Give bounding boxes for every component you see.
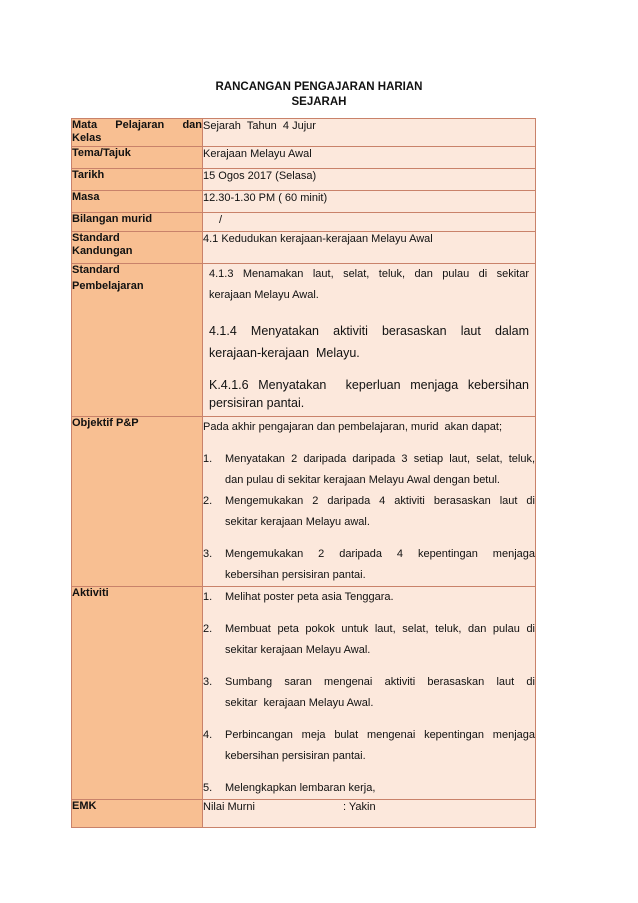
sp-item-3-line1: K.4.1.6 Menyatakan keperluan menjaga kebersihan: [209, 378, 529, 392]
objektif-item-3: [203, 544, 535, 586]
label-mata-pelajaran-line1: Mata Pelajaran dan: [72, 119, 202, 131]
objektif-item-1-line2: dan pulau di sekitar kerajaan Melayu Awal dengan betul.: [225, 474, 500, 486]
objektif-item-3-num: 3.: [203, 548, 213, 560]
row-mata-pelajaran: [72, 119, 536, 147]
title-line-1: RANCANGAN PENGAJARAN HARIAN: [215, 81, 423, 93]
aktiviti-item-4: [203, 725, 535, 767]
bilangan-murid-value: /: [219, 214, 223, 226]
sp-item-2-line2: kerajaan-kerajaan Melayu.: [209, 346, 360, 360]
row-objektif: [72, 417, 536, 587]
aktiviti-item-5-num: 5.: [203, 782, 213, 794]
objektif-item-2-line1: Mengemukakan 2 daripada 4 aktiviti berasaskan laut di: [225, 495, 535, 507]
value-standard-pembelajaran: [203, 264, 536, 417]
aktiviti-item-2-num: 2.: [203, 623, 213, 635]
label-standard-pembelajaran-line2: Pembelajaran: [72, 280, 144, 292]
row-standard-kandungan: [72, 232, 536, 264]
label-aktiviti: Aktiviti: [72, 587, 203, 800]
objektif-item-3-line2: kebersihan persisiran pantai.: [225, 569, 366, 581]
value-tarikh: 15 Ogos 2017 (Selasa): [203, 169, 536, 191]
sp-item-2: [209, 320, 529, 364]
sp-item-1: [209, 264, 529, 306]
label-standard-kandungan-line2: Kandungan: [72, 245, 133, 257]
label-tarikh: Tarikh: [72, 169, 203, 191]
label-standard-pembelajaran-line1: Standard: [72, 264, 120, 276]
emk-nilai-label: Nilai Murni: [203, 801, 255, 813]
objektif-item-1-num: 1.: [203, 453, 213, 465]
row-tarikh: [72, 169, 536, 191]
row-masa: [72, 191, 536, 213]
row-tema: [72, 147, 536, 169]
sp-item-3-line2: persisiran pantai.: [209, 396, 305, 410]
objektif-intro: Pada akhir pengajaran dan pembelajaran, murid akan dapat;: [203, 421, 503, 433]
sp-item-1-line1: 4.1.3 Menamakan laut, selat, teluk, dan pulau di sekitar: [209, 268, 529, 280]
label-mata-pelajaran-line2: Kelas: [72, 132, 102, 144]
aktiviti-item-5-line1: Melengkapkan lembaran kerja,: [225, 782, 376, 794]
label-tema: Tema/Tajuk: [72, 147, 203, 169]
value-bilangan-murid: [203, 213, 536, 232]
sp-item-2-line1: 4.1.4 Menyatakan aktiviti berasaskan laut dalam: [209, 324, 529, 338]
row-standard-pembelajaran: [72, 264, 536, 417]
aktiviti-item-1-num: 1.: [203, 591, 213, 603]
title-line-2: SEJARAH: [291, 96, 347, 108]
aktiviti-item-3: [203, 672, 535, 714]
aktiviti-item-4-num: 4.: [203, 729, 213, 741]
row-emk: [72, 800, 536, 828]
aktiviti-item-3-num: 3.: [203, 676, 213, 688]
objektif-item-1-line1: Menyatakan 2 daripada daripada 3 setiap laut, selat, teluk,: [225, 453, 535, 465]
value-tema: Kerajaan Melayu Awal: [203, 147, 536, 169]
label-masa: Masa: [72, 191, 203, 213]
document-title: [0, 80, 638, 110]
label-mata-pelajaran: [72, 119, 203, 147]
label-standard-kandungan: [72, 232, 203, 264]
aktiviti-item-3-line1: Sumbang saran mengenai aktiviti berasaskan laut di: [225, 676, 535, 688]
label-objektif: Objektif P&P: [72, 417, 203, 587]
value-emk: [203, 800, 536, 828]
value-standard-kandungan: 4.1 Kedudukan kerajaan-kerajaan Melayu Awal: [203, 232, 536, 264]
sp-item-1-line2: kerajaan Melayu Awal.: [209, 289, 319, 301]
objektif-item-3-line1: Mengemukakan 2 daripada 4 kepentingan menjaga: [225, 548, 535, 560]
label-emk: EMK: [72, 800, 203, 828]
label-standard-pembelajaran: [72, 264, 203, 417]
objektif-item-2-line2: sekitar kerajaan Melayu awal.: [225, 516, 370, 528]
lesson-plan-table: [71, 118, 536, 828]
aktiviti-item-4-line1: Perbincangan meja bulat mengenai kepentingan menjaga: [225, 729, 535, 741]
aktiviti-item-2-line1: Membuat peta pokok untuk laut, selat, teluk, dan pulau di: [225, 623, 535, 635]
emk-nilai-value: : Yakin: [343, 801, 376, 813]
label-bilangan-murid: Bilangan murid: [72, 213, 203, 232]
aktiviti-item-5: [203, 778, 535, 799]
value-objektif: [203, 417, 536, 587]
value-masa: 12.30-1.30 PM ( 60 minit): [203, 191, 536, 213]
label-standard-kandungan-line1: Standard: [72, 232, 120, 244]
objektif-item-2-num: 2.: [203, 495, 213, 507]
objektif-item-1: [203, 449, 535, 491]
value-mata-pelajaran: Sejarah Tahun 4 Jujur: [203, 119, 536, 147]
aktiviti-item-2: [203, 619, 535, 661]
aktiviti-item-2-line2: sekitar kerajaan Melayu Awal.: [225, 644, 371, 656]
row-aktiviti: [72, 587, 536, 800]
aktiviti-item-1: [203, 587, 535, 608]
sp-item-3: [209, 376, 529, 412]
row-bilangan-murid: [72, 213, 536, 232]
value-aktiviti: [203, 587, 536, 800]
aktiviti-item-4-line2: kebersihan persisiran pantai.: [225, 750, 366, 762]
aktiviti-item-1-line1: Melihat poster peta asia Tenggara.: [225, 591, 394, 603]
aktiviti-item-3-line2: sekitar kerajaan Melayu Awal.: [225, 697, 374, 709]
objektif-item-2: [203, 491, 535, 533]
